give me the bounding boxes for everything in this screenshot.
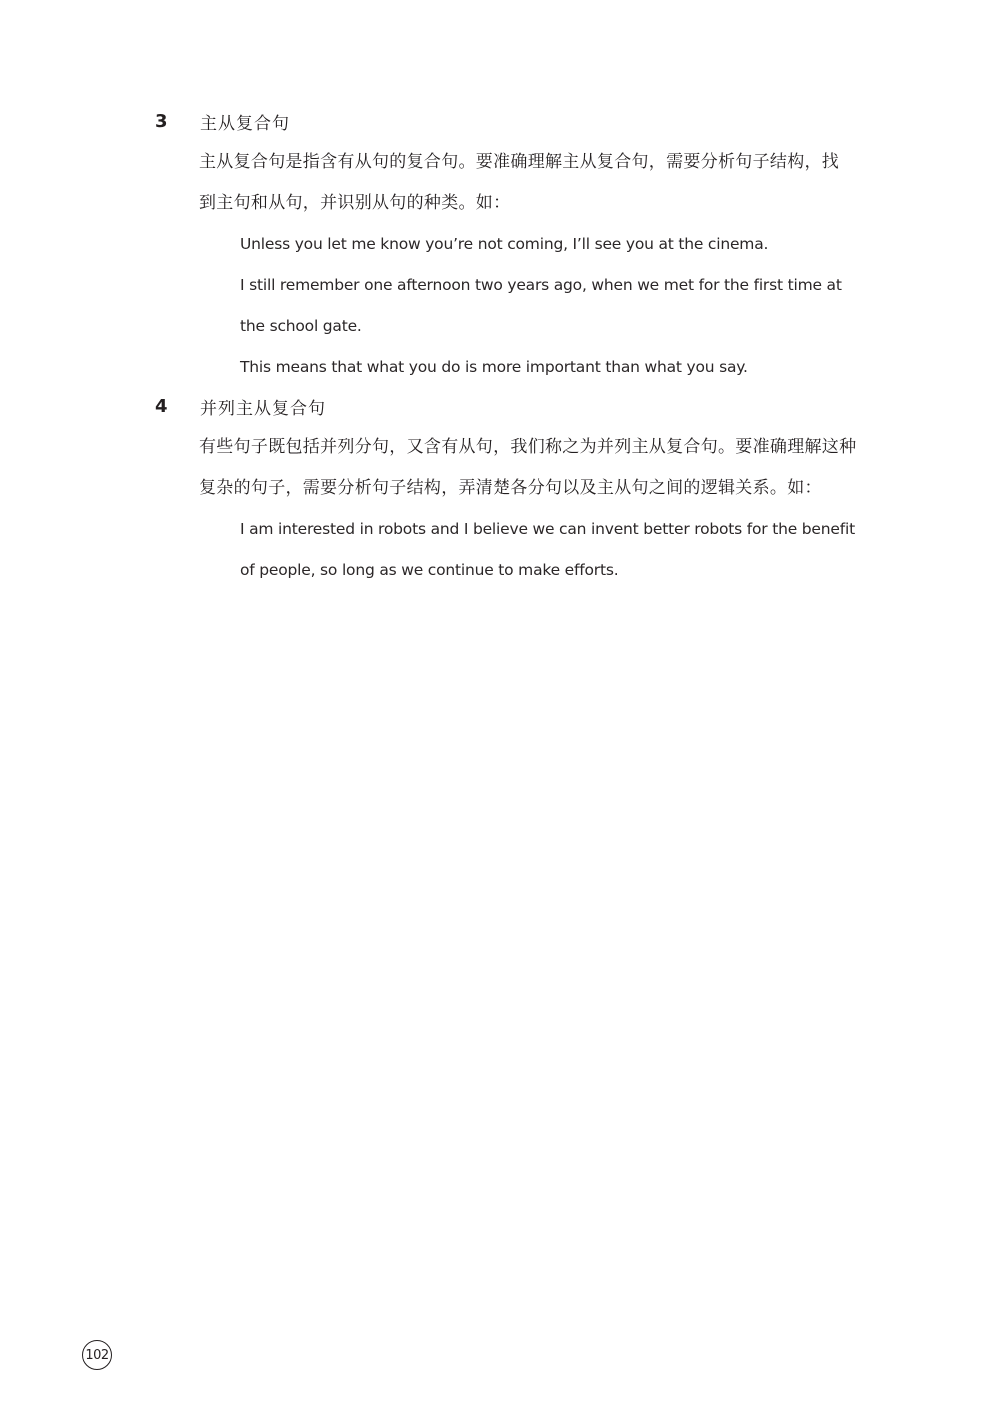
section-description-line: 到主句和从句，并识别从句的种类。如：	[199, 193, 511, 213]
example-sentence-line: This means that what you do is more important than what you say.	[240, 358, 748, 376]
section-heading	[155, 106, 290, 136]
example-sentence-line: the school gate.	[240, 317, 362, 335]
page-number: 102	[82, 1340, 112, 1370]
section-number: 3	[155, 110, 168, 132]
section-title: 并列主从复合句	[200, 398, 326, 419]
example-sentence-line: I still remember one afternoon two years ago, when we met for the first time at	[240, 276, 842, 294]
section-description-line: 复杂的句子，需要分析句子结构，弄清楚各分句以及主从句之间的逻辑关系。如：	[199, 478, 822, 498]
section-number: 4	[155, 395, 168, 417]
section-title: 主从复合句	[200, 113, 290, 134]
section-heading	[155, 391, 326, 421]
section-description-line: 有些句子既包括并列分句，又含有从句，我们称之为并列主从复合句。要准确理解这种	[199, 437, 857, 457]
example-sentence-line: Unless you let me know you’re not coming, I’ll see you at the cinema.	[240, 235, 769, 253]
example-sentence-line: I am interested in robots and I believe we can invent better robots for the benefit	[240, 520, 855, 538]
example-sentence-line: of people, so long as we continue to make efforts.	[240, 561, 619, 579]
section-description-line: 主从复合句是指含有从句的复合句。要准确理解主从复合句，需要分析句子结构，找	[199, 152, 840, 172]
